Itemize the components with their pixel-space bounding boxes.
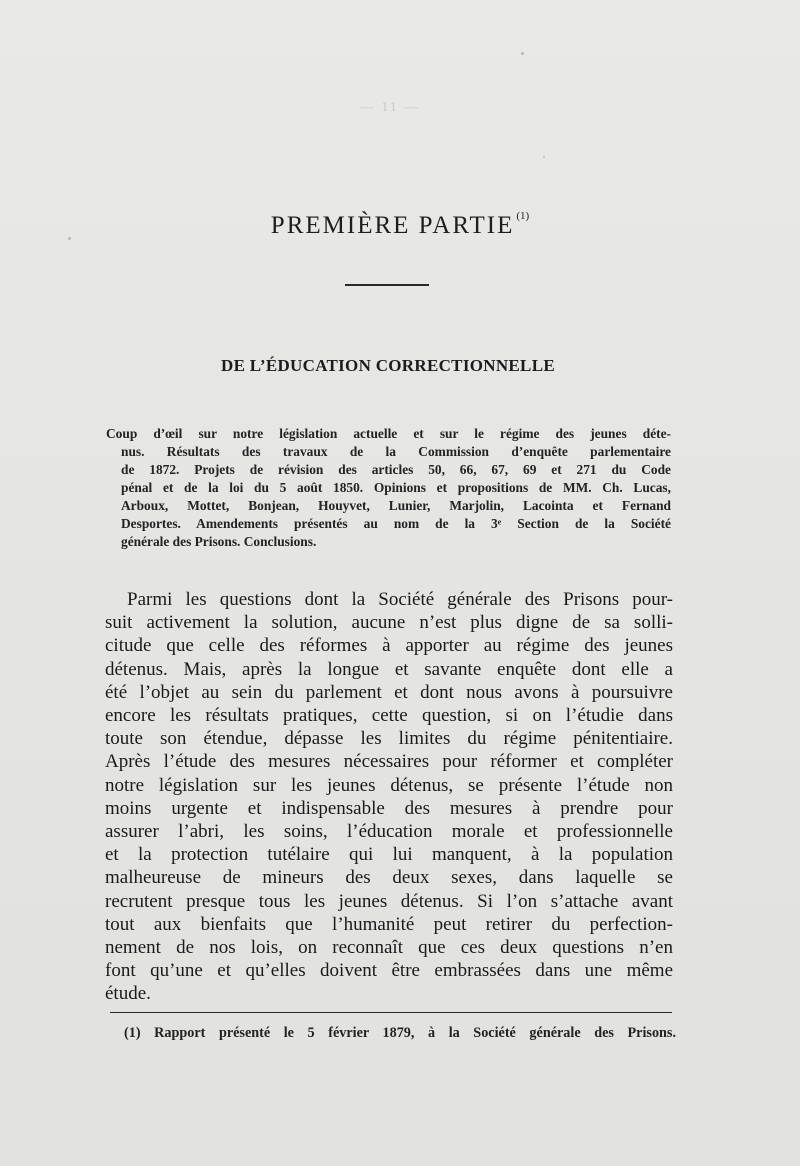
title-divider bbox=[345, 284, 429, 286]
part-title-text: PREMIÈRE PARTIE bbox=[270, 212, 515, 239]
summary-line: nus. Résultats des travaux de la Commission d’enquête parlementaire bbox=[121, 444, 671, 459]
body-line: et la protection tutélaire qui lui manquent, à la population bbox=[105, 844, 673, 866]
body-line: détenus. Mais, après la longue et savante enquête dont elle a bbox=[105, 658, 673, 680]
body-line: toute son étendue, dépasse les limites du régime pénitentiaire. bbox=[105, 728, 673, 750]
footnote-divider bbox=[110, 1012, 672, 1013]
summary-line: Coup d’œil sur notre législation actuelle et sur le régime des jeunes déte- bbox=[106, 426, 671, 441]
section-heading: DE L’ÉDUCATION CORRECTIONNELLE bbox=[221, 356, 555, 375]
paper-speck bbox=[521, 52, 524, 55]
body-line: citude que celle des réformes à apporter au régime des jeunes bbox=[105, 635, 673, 657]
part-title bbox=[0, 210, 800, 240]
paper-speck bbox=[68, 237, 71, 240]
body-line: encore les résultats pratiques, cette question, si on l’étudie dans bbox=[105, 705, 673, 727]
summary-line: pénal et de la loi du 5 août 1850. Opinions et propositions de MM. Ch. Lucas, bbox=[121, 480, 671, 495]
body-line: Parmi les questions dont la Société générale des Prisons pour- bbox=[127, 589, 673, 610]
body-paragraph bbox=[105, 588, 673, 1006]
paper-speck bbox=[543, 156, 545, 158]
summary-line: de 1872. Projets de révision des articles 50, 66, 67, 69 et 271 du Code bbox=[121, 462, 671, 477]
body-line: moins urgente et indispensable des mesures à prendre pour bbox=[105, 797, 673, 819]
body-line: étude. bbox=[105, 983, 151, 1005]
body-line: été l’objet au sein du parlement et dont nous avons à poursuivre bbox=[105, 681, 673, 703]
body-line: suit activement la solution, aucune n’est plus digne de sa solli- bbox=[105, 612, 673, 634]
body-line: malheureuse de mineurs des deux sexes, dans laquelle se bbox=[105, 867, 673, 889]
summary-line: Arboux, Mottet, Bonjean, Houyvet, Lunier, Marjolin, Lacointa et Fernand bbox=[121, 498, 671, 513]
summary-line: Desportes. Amendements présentés au nom de la 3ᵉ Section de la Société bbox=[121, 516, 671, 531]
body-line: recrutent presque tous les jeunes détenus. Si l’on s’attache avant bbox=[105, 890, 673, 912]
footnote: (1) Rapport présenté le 5 février 1879, à la Société générale des Prisons. bbox=[124, 1025, 676, 1041]
body-line: assurer l’abri, les soins, l’éducation morale et professionnelle bbox=[105, 821, 673, 843]
bleed-through-folio: — 11 — bbox=[359, 100, 421, 115]
summary-line: générale des Prisons. Conclusions. bbox=[121, 534, 317, 549]
body-line: nement de nos lois, on reconnaît que ces deux questions n’en bbox=[105, 937, 673, 959]
chapter-summary bbox=[106, 425, 671, 551]
body-line: font qu’une et qu’elles doivent être embrassées dans une même bbox=[105, 960, 673, 982]
body-line: Après l’étude des mesures nécessaires pour réformer et compléter bbox=[105, 751, 673, 773]
part-title-footnote-marker: (1) bbox=[516, 210, 530, 222]
body-line: tout aux bienfaits que l’humanité peut retirer du perfection- bbox=[105, 913, 673, 935]
body-line: notre législation sur les jeunes détenus, se présente l’étude non bbox=[105, 774, 673, 796]
